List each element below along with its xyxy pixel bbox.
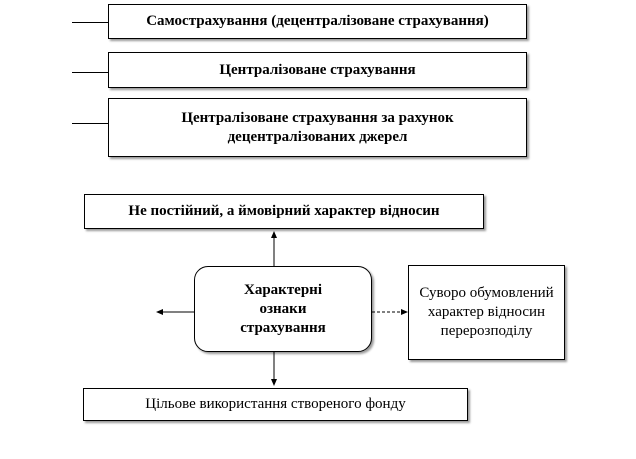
arrow-down-head [271,379,277,386]
centralized-decentralized-sources-label: Централізоване страхування за рахунок децентралізованих джерел [181,109,454,145]
strict-redistribution-label: Суворо обумовлений характер відносин перерозподілу [419,285,554,339]
arrow-left-head [156,309,163,315]
arrow-right-head [401,309,408,315]
targeted-fund-use-label: Цільове використання створеного фонду [145,396,406,412]
key-features-center-label: Характерні ознаки страхування [240,281,326,336]
arrow-up-head [271,231,277,238]
centralized-insurance-label: Централізоване страхування [219,61,416,78]
probabilistic-relations-label: Не постійний, а ймовірний характер відносин [128,203,440,219]
self-insurance-label: Самострахування (децентралізоване страхування) [146,13,489,29]
